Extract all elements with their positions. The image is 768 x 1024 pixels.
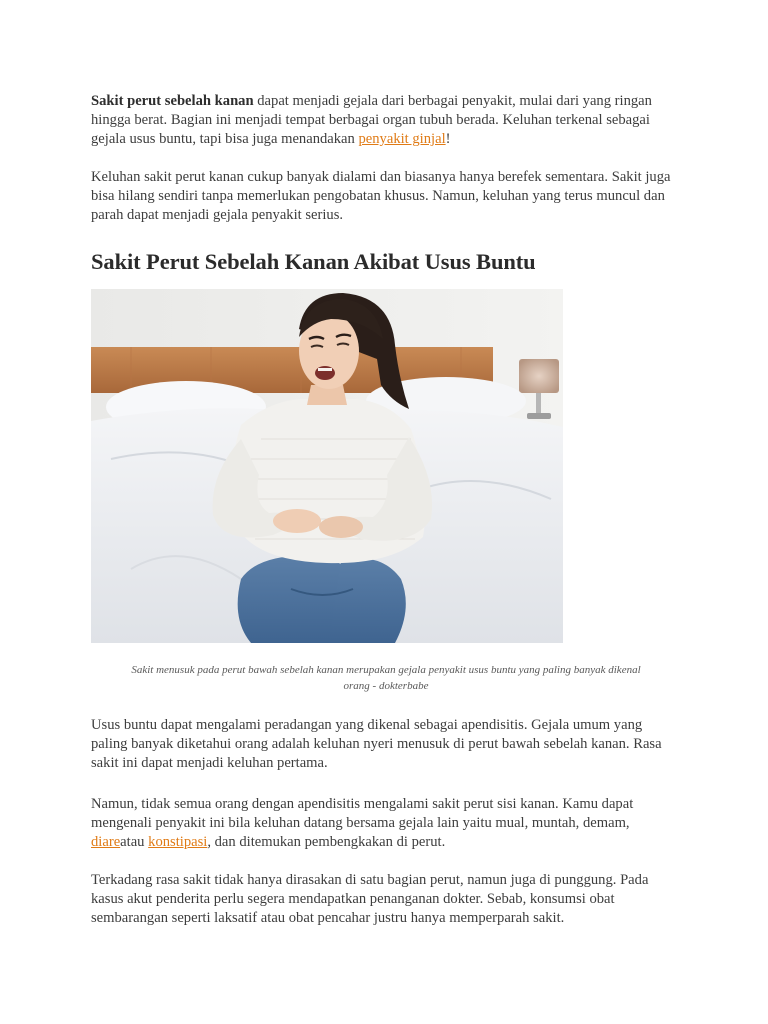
article-photo bbox=[91, 289, 563, 643]
intro-bold-lead: Sakit perut sebelah kanan bbox=[91, 93, 254, 109]
section-heading: Sakit Perut Sebelah Kanan Akibat Usus Buntu bbox=[91, 249, 536, 274]
diare-link[interactable]: diare bbox=[91, 834, 121, 850]
woman-stomach-pain-photo bbox=[91, 289, 563, 643]
caption-line-2: orang - dokterbabe bbox=[343, 680, 429, 692]
paragraph-5: Terkadang rasa sakit tidak hanya dirasakan di satu bagian perut, namun juga di punggung. Pada kasus akut penderita perlu segera mendapatkan penanganan dokter. Sebab, konsumsi obat sembarangan seperti laksatif atau obat pencahar justru hanya memperparah sakit. bbox=[91, 872, 649, 926]
intro-text-1: dapat menjadi gejala dari berbagai penyakit, mulai dari yang ringan hingga berat. Bagian ini menjadi tempat berbagai organ tubuh berada. Keluhan terkenal sebagai gejala usus buntu, tapi bisa juga menandakan bbox=[91, 93, 652, 147]
penyakit-ginjal-link[interactable]: penyakit ginjal bbox=[358, 131, 446, 147]
paragraph-2: Keluhan sakit perut kanan cukup banyak dialami dan biasanya hanya berefek sementara. Sakit juga bisa hilang sendiri tanpa memerlukan pengobatan khusus. Namun, keluhan yang terus muncul dan parah dapat menjadi gejala penyakit serius. bbox=[91, 169, 671, 223]
caption-line-1: Sakit menusuk pada perut bawah sebelah kanan merupakan gejala penyakit usus buntu yang paling banyak dikenal bbox=[131, 664, 641, 676]
paragraph-4 bbox=[91, 795, 681, 852]
paragraph-3: Usus buntu dapat mengalami peradangan yang dikenal sebagai apendisitis. Gejala umum yang paling banyak diketahui orang adalah keluhan nyeri menusuk di perut bawah sebelah kanan. Rasa sakit ini dapat menjadi keluhan pertama. bbox=[91, 717, 662, 771]
intro-text-2: ! bbox=[445, 131, 451, 147]
intro-paragraph bbox=[91, 92, 681, 149]
konstipasi-link[interactable]: konstipasi bbox=[148, 834, 208, 850]
para4-text-1: Namun, tidak semua orang dengan apendisitis mengalami sakit perut sisi kanan. Kamu dapat mengenali penyakit ini bila keluhan datang bersama gejala lain yaitu mual, muntah, demam, bbox=[91, 796, 634, 831]
photo-caption bbox=[91, 662, 681, 694]
para4-text-3: , dan ditemukan pembengkakan di perut. bbox=[207, 834, 446, 850]
article bbox=[91, 92, 681, 928]
para4-text-2: atau bbox=[120, 834, 149, 850]
